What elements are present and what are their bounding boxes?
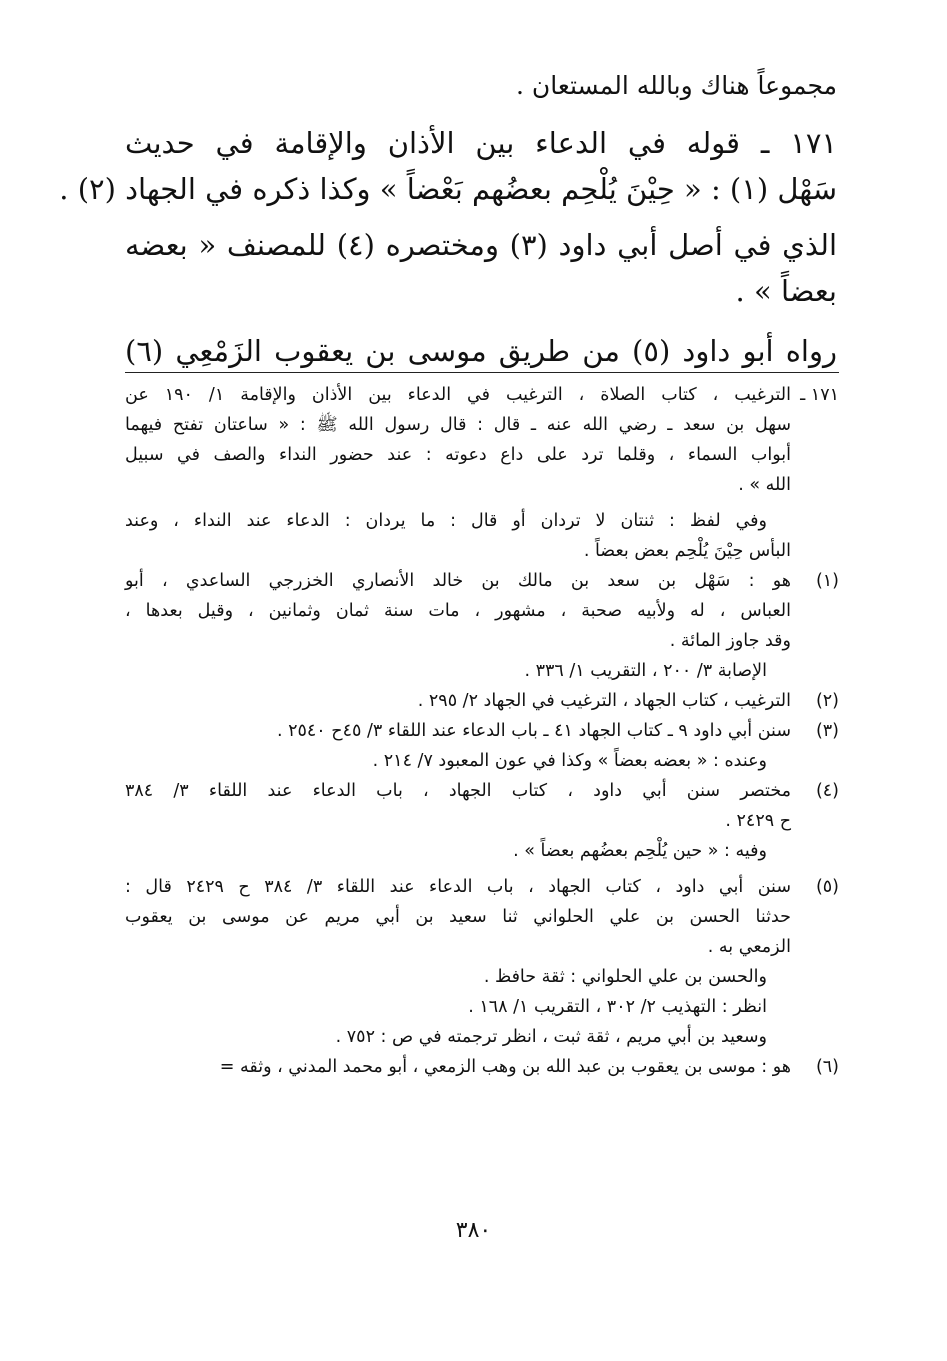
footnote-reference: الإصابة ٣/ ٢٠٠ ، التقريب ١/ ٣٣٦ . [524, 661, 767, 681]
footnote-line: سنن أبي داود ، كتاب الجهاد ، باب الدعاء عند اللقاء ٣/ ٣٨٤ ح ٢٤٢٩ قال : [125, 877, 791, 897]
footnote-line: وفيه : « حين يُلْحِم بعضُهم بعضاً » . [513, 841, 767, 861]
footnote-line: وقد جاوز المائة . [669, 631, 791, 651]
footnote-171-variant [125, 506, 839, 566]
footnote-line: وسعيد بن أبي مريم ، ثقة ثبت ، انظر ترجمته في ص : ٧٥٢ . [335, 1027, 767, 1047]
footnote-body [125, 566, 791, 686]
footnote-body [125, 1052, 791, 1082]
footnote-line: حدثنا الحسن بن علي الحلواني ثنا سعيد بن أبي مريم عن موسى بن يعقوب [125, 907, 791, 927]
entry-171-line: سَهْل (١) : « حِيْنَ يُلْحِم بعضُهم بَعْضاً » وكذا ذكره في الجهاد (٢) . [59, 172, 837, 206]
footnote-body [125, 686, 791, 716]
footnote-separator [125, 372, 839, 373]
footnote-line: الله » . [738, 475, 791, 495]
footnote-line: الزمعي به . [707, 937, 791, 957]
footnote-3 [125, 716, 839, 776]
continuation-line: مجموعاً هناك وبالله المستعان . [516, 71, 837, 100]
footnote-number: (٤) [815, 781, 839, 801]
footnote-line: مختصر سنن أبي داود ، كتاب الجهاد ، باب الدعاء عند اللقاء ٣/ ٣٨٤ [125, 781, 791, 801]
footnote-body [125, 776, 791, 866]
footnote-171 [125, 380, 839, 500]
footnote-line: وفي لفظ : ثنتان لا تردان أو قال : ما يردان : الدعاء عند النداء ، وعند [125, 511, 767, 531]
footnote-5 [125, 872, 839, 1052]
footnote-line: العباس ، له ولأبيه صحبة ، مشهور ، مات سنة ثمان وثمانين ، وقيل بعدها ، [125, 601, 791, 621]
entry-171-line: ١٧١ ـ قوله في الدعاء بين الأذان والإقامة في حديث [125, 126, 837, 160]
footnote-line: هو : سَهْل بن سعد بن مالك بن خالد الأنصاري الخزرجي الساعدي ، أبو [125, 571, 791, 591]
footnote-number: (٦) [815, 1057, 839, 1077]
footnote-line: ح ٢٤٢٩ . [725, 811, 791, 831]
footnotes [125, 380, 839, 1082]
footnote-line: سنن أبي داود ٩ ـ كتاب الجهاد ٤١ ـ باب الدعاء عند اللقاء ٣/ ٤٥ح ٢٥٤٠ . [276, 721, 791, 741]
footnote-line: انظر : التهذيب ٢/ ٣٠٢ ، التقريب ١/ ١٦٨ . [468, 997, 767, 1017]
main-text [59, 62, 838, 374]
narration-paragraph [125, 328, 837, 374]
footnote-line: سهل بن سعد ـ رضي الله عنه ـ قال : قال رسول الله ﷺ : « ساعتان تفتح فيهما [125, 415, 791, 435]
footnote-1 [125, 566, 839, 686]
entry-171-paragraph [59, 120, 837, 212]
footnote-line: وعنده : « بعضه بعضاً » وكذا في عون المعبود ٧/ ٢١٤ . [372, 751, 767, 771]
footnote-line: هو : موسى بن يعقوب بن عبد الله بن وهب الزمعي ، أبو محمد المدني ، وثقه = [219, 1057, 791, 1077]
footnote-number: (٢) [815, 691, 839, 711]
footnote-body [125, 506, 791, 566]
footnote-number: ١٧١ ـ [800, 385, 839, 405]
footnote-body [125, 716, 791, 776]
footnote-line: الترغيب ، كتاب الجهاد ، الترغيب في الجهاد ٢/ ٢٩٥ . [417, 691, 791, 711]
footnote-2 [125, 686, 839, 716]
footnote-line: البأس حِيْنَ يُلْحِم بعض بعضاً . [583, 541, 791, 561]
explanation-line: الذي في أصل أبي داود (٣) ومختصره (٤) للمصنف « بعضه [125, 228, 838, 262]
footnote-number: (٥) [815, 877, 839, 897]
footnote-body [125, 872, 791, 1052]
footnote-line: والحسن بن علي الحلواني : ثقة حافظ . [483, 967, 767, 987]
footnote-4 [125, 776, 839, 866]
footnote-6 [125, 1052, 839, 1082]
explanation-paragraph [125, 222, 837, 314]
narration-line: رواه أبو داود (٥) من طريق موسى بن يعقوب الزَمْعِي (٦) [125, 334, 837, 368]
footnote-line: أبواب السماء ، وقلما ترد على داع دعوته : عند حضور النداء والصف في سبيل [125, 445, 791, 465]
explanation-line: بعضاً » . [735, 274, 837, 308]
footnote-line: الترغيب ، كتاب الصلاة ، الترغيب في الدعاء بين الأذان والإقامة ١/ ١٩٠ عن [125, 385, 791, 405]
footnote-number: (٣) [815, 721, 839, 741]
page-number: ٣٨٠ [455, 1218, 492, 1243]
footnote-number: (١) [815, 571, 839, 591]
footnote-body [125, 380, 791, 500]
